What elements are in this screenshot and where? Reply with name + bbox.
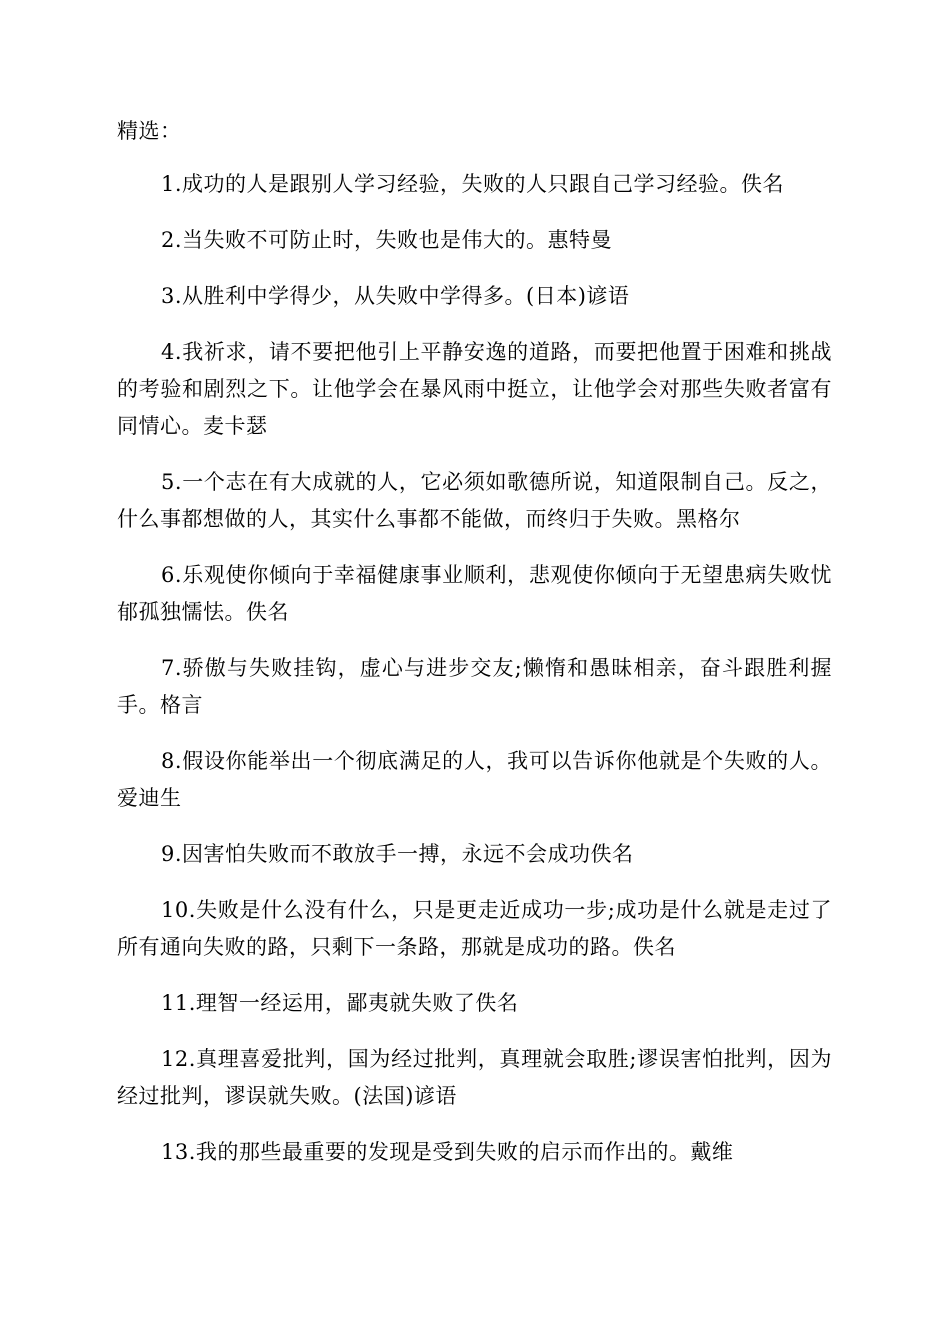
quote-item-6: 6.乐观使你倾向于幸福健康事业顺利，悲观使你倾向于无望患病失败忧郁孤独懦怯。佚名 bbox=[117, 563, 832, 624]
quote-item-11: 11.理智一经运用，鄙夷就失败了佚名 bbox=[161, 991, 519, 1015]
quote-item-4: 4.我祈求，请不要把他引上平静安逸的道路，而要把他置于困难和挑战的考验和剧烈之下。让他学会在暴风雨中挺立，让他学会对那些失败者富有同情心。麦卡瑟 bbox=[117, 340, 832, 438]
quote-item-1: 1.成功的人是跟别人学习经验，失败的人只跟自己学习经验。佚名 bbox=[161, 172, 785, 196]
quote-item-10: 10.失败是什么没有什么，只是更走近成功一步;成功是什么就是走过了所有通向失败的路，只剩下一条路，那就是成功的路。佚名 bbox=[117, 898, 832, 959]
quote-item-3: 3.从胜利中学得少，从失败中学得多。(日本)谚语 bbox=[161, 284, 630, 308]
quote-item-8: 8.假设你能举出一个彻底满足的人，我可以告诉你他就是个失败的人。爱迪生 bbox=[117, 749, 832, 810]
quote-item-13: 13.我的那些最重要的发现是受到失败的启示而作出的。戴维 bbox=[161, 1140, 734, 1164]
quote-item-2: 2.当失败不可防止时，失败也是伟大的。惠特曼 bbox=[161, 228, 613, 252]
quote-item-5: 5.一个志在有大成就的人，它必须如歌德所说，知道限制自己。反之，什么事都想做的人，其实什么事都不能做，而终归于失败。黑格尔 bbox=[117, 470, 832, 531]
section-heading: 精选： bbox=[117, 119, 182, 143]
quote-list bbox=[117, 166, 832, 1190]
quote-item-7: 7.骄傲与失败挂钩，虚心与进步交友;懒惰和愚昧相亲，奋斗跟胜利握手。格言 bbox=[117, 656, 832, 717]
quote-item-12: 12.真理喜爱批判，国为经过批判，真理就会取胜;谬误害怕批判，因为经过批判，谬误就失败。(法国)谚语 bbox=[117, 1047, 832, 1108]
quote-item-9: 9.因害怕失败而不敢放手一搏，永远不会成功佚名 bbox=[161, 842, 634, 866]
